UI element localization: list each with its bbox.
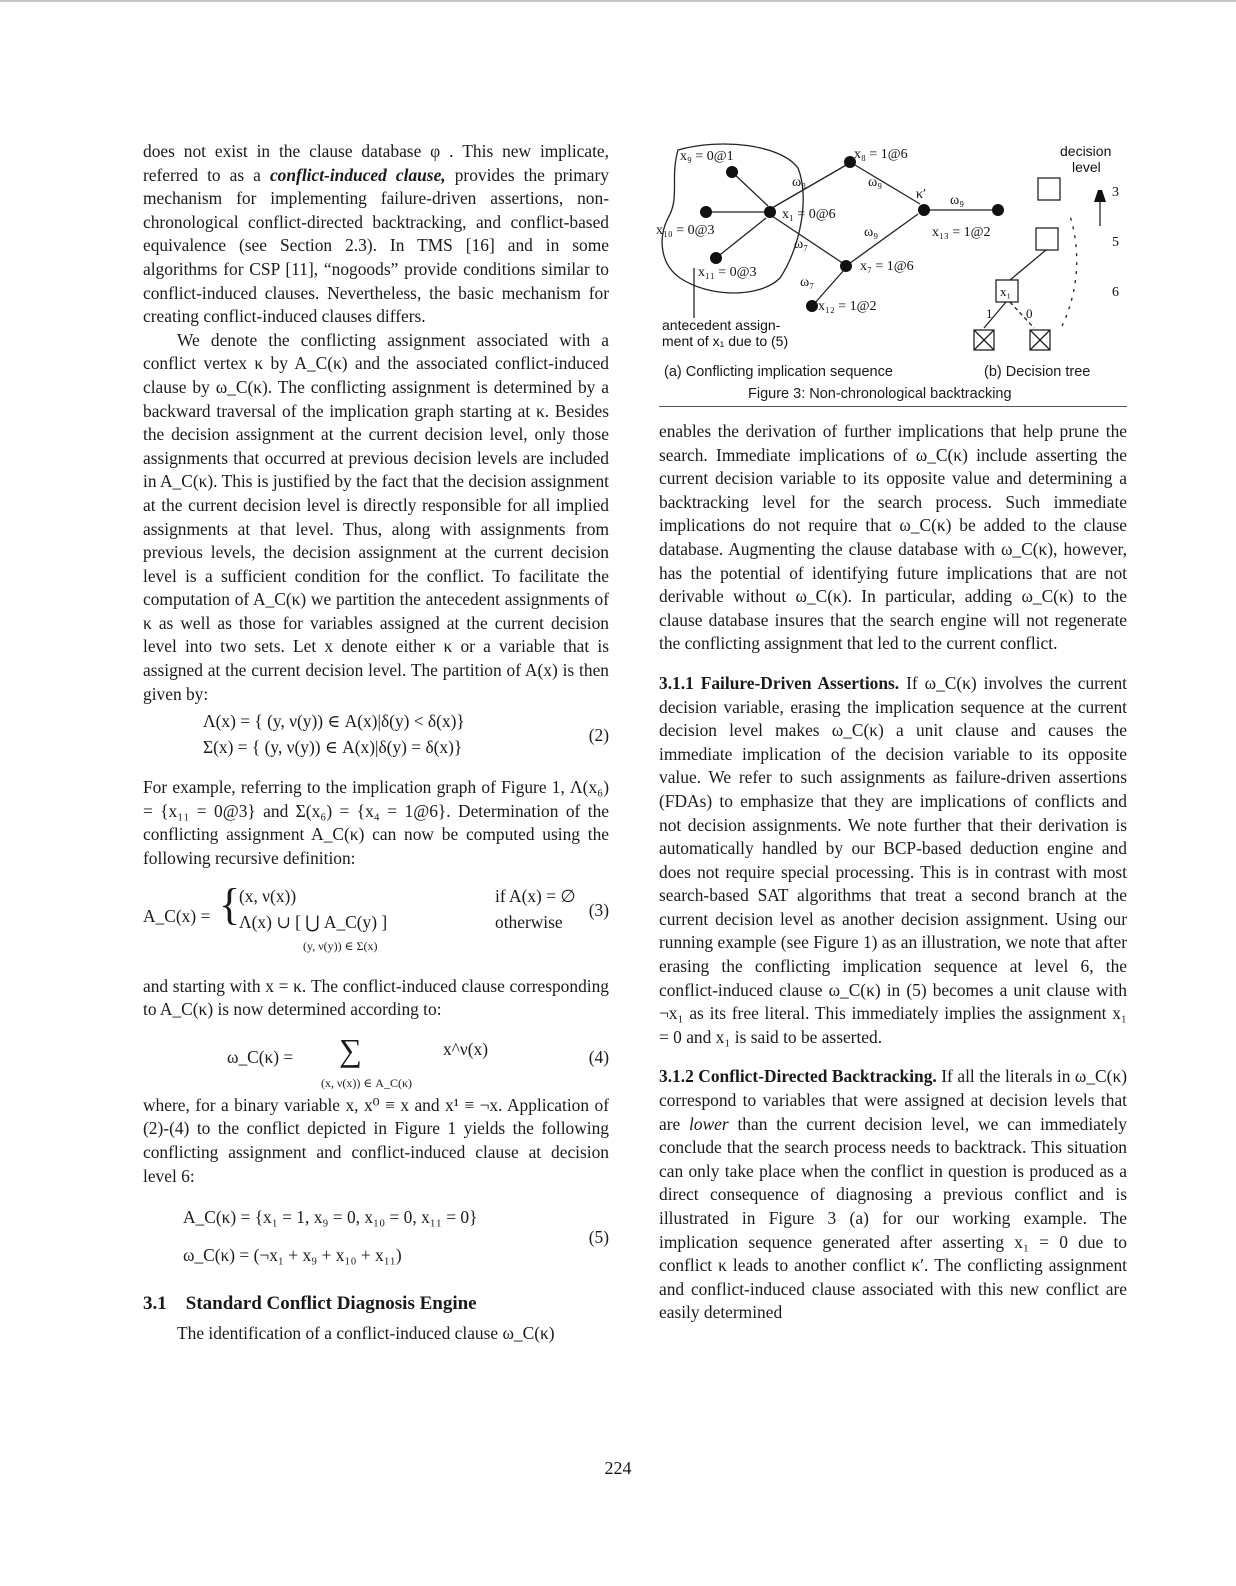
- equation-5-line-2: ω_C(κ) = (¬x₁ + x₉ + x₁₀ + x₁₁): [183, 1245, 402, 1266]
- right-column: [659, 420, 1127, 1325]
- label-x12: x₁₂ = 1@2: [818, 299, 877, 314]
- edge-label: ω₇: [794, 237, 809, 252]
- label-x8: x₈ = 1@6: [854, 147, 908, 162]
- equation-3-condition-2: otherwise: [495, 911, 563, 932]
- figure-3: [650, 138, 1130, 412]
- edge: [716, 218, 766, 258]
- tree-node-level-3: [1038, 178, 1060, 200]
- equation-2-line-2: Σ(x) = { (y, ν(y)) ∈ A(x)|δ(y) = δ(x)}: [203, 737, 463, 758]
- level-6: 6: [1112, 285, 1119, 300]
- equation-4: [143, 1030, 609, 1092]
- equation-3-lhs: A_C(x) =: [143, 905, 211, 926]
- paragraph-5: where, for a binary variable x, x⁰ ≡ x and x¹ ≡ ¬x. Application of (2)-(4) to the conflict depicted in Figure 1 yields the following conflicting assignment and conflict-induced clause at decision level 6:: [143, 1094, 609, 1186]
- vertex-x9: [726, 166, 738, 178]
- edge: [732, 172, 768, 206]
- paragraph-4: and starting with x = κ. The conflict-induced clause corresponding to A_C(κ) is now determined according to:: [143, 975, 609, 1020]
- equation-3-condition-1: if A(x) = ∅: [495, 885, 576, 906]
- text: than the current decision level, we can immediately conclude that the search process needs to backtrack. This situation can only take place when the conflict in question is produced as a direct consequence of diagnosing a previous conflict and is illustrated in Figure 3 (a) for our working example. The implication sequence generated after asserting x₁ = 0 due to conflict κ leads to another conflict κ′. The conflicting assignment and conflict-induced clause associated with this new conflict are easily determined: [659, 1113, 1127, 1323]
- label-x13: x₁₃ = 1@2: [932, 225, 991, 240]
- edge: [772, 164, 848, 208]
- text: If all the literals in ω_C(κ) correspond to variables that were assigned at decision levels that are: [659, 1066, 1128, 1134]
- antecedent-label-line-1: antecedent assign-: [662, 317, 781, 333]
- summation-sign: ∑: [339, 1031, 362, 1068]
- paragraph-r2: [659, 672, 1127, 1050]
- equation-4-sum-index: (x, ν(x)) ∈ A_C(κ): [321, 1075, 413, 1090]
- equation-4-lhs: ω_C(κ) =: [227, 1046, 294, 1067]
- subcaption-b: (b) Decision tree: [984, 364, 1091, 380]
- label-x7: x₇ = 1@6: [860, 259, 914, 274]
- subsection-heading: 3.1.2 Conflict-Directed Backtracking.: [659, 1066, 937, 1087]
- level-5: 5: [1112, 235, 1119, 250]
- emphasis-term: conflict-induced clause,: [269, 164, 446, 185]
- paragraph-6: The identification of a conflict-induced clause ω_C(κ): [177, 1322, 555, 1343]
- equation-3-case-1: (x, ν(x)): [239, 885, 297, 906]
- backtrack-arrow: [1062, 216, 1077, 326]
- edge-label: ω₉: [868, 175, 883, 190]
- text: provides the primary mechanism for implementing failure-driven assertions, non-chronological conflict-directed backtracking, and conflict-based equivalence (see Section 2.3). In TMS [16] and in some algorithms for CSP [11], “nogoods” provide conditions similar to conflict-induced clauses. Nevertheless, the basic mechanism for creating conflict-induced clauses differs.: [143, 164, 609, 327]
- section-number: 3.1: [143, 1293, 167, 1315]
- equation-3-case-2: Λ(x) ∪ [ ⋃ A_C(y) ]: [239, 911, 388, 932]
- edge-label: ω₉: [864, 225, 879, 240]
- vertex-x12: [806, 300, 818, 312]
- equation-5-line-1: A_C(κ) = {x₁ = 1, x₉ = 0, x₁₀ = 0, x₁₁ = 0}: [183, 1207, 478, 1228]
- edge-label: ω₉: [950, 193, 965, 208]
- equation-number: (3): [588, 899, 609, 920]
- tree-edge: [1010, 250, 1046, 280]
- left-brace: {: [219, 879, 241, 929]
- label-x10: x₁₀ = 0@3: [656, 223, 715, 238]
- text: If ω_C(κ) involves the current decision variable, erasing the implication sequence at the current decision level makes ω_C(κ) a unit clause and causes the immediate implication of the decision variable to its opposite value. We refer to such assignments as failure-driven assertions (FDAs) to emphasize that they are implications of conflicts and not decision assignments. We note further that their derivation is automatically handled by our BCP-based deduction engine and does not require special processing. This is in contrast with most search-based SAT algorithms that treat a second branch at the current decision level as another decision assignment. Using our running example (see Figure 1) as an illustration, we note that after erasing the conflicting implication sequence at level 6, the conflict-induced clause ω_C(κ) in (5) becomes a unit clause with ¬x₁ as its free literal. This immediately implies the assignment x₁ = 0 and x₁ is said to be asserted.: [659, 672, 1128, 1047]
- page-number: 224: [604, 1458, 632, 1478]
- label-x9: x₉ = 0@1: [680, 149, 734, 164]
- equation-2-line-1: Λ(x) = { (y, ν(y)) ∈ A(x)|δ(y) < δ(x)}: [203, 711, 465, 732]
- equation-3-union-index: (y, ν(y)) ∈ Σ(x): [303, 938, 378, 953]
- vertex-kappa-prime: [918, 204, 930, 216]
- branch-1-label: 1: [986, 306, 993, 321]
- figure-rule: [659, 406, 1127, 407]
- label-kappa-prime: κ′: [916, 187, 927, 202]
- equation-number: (4): [588, 1046, 609, 1067]
- vertex-x11: [710, 252, 722, 264]
- paragraph-1: [143, 140, 609, 329]
- top-border: [0, 0, 1236, 2]
- paragraph-3: For example, referring to the implication graph of Figure 1, Λ(x₆) = {x₁₁ = 0@3} and Σ(x₆) = {x₄ = 1@6}. Determination of the conflicting assignment A_C(κ) can now be computed using the following recursive definition:: [143, 777, 609, 869]
- equation-3: [143, 879, 609, 969]
- vertex-x7: [840, 260, 852, 272]
- vertex-x1: [764, 206, 776, 218]
- equation-4-term: x^ν(x): [443, 1038, 488, 1059]
- subsection-heading: 3.1.1 Failure-Driven Assertions.: [659, 672, 900, 693]
- paragraph-r3: [659, 1065, 1127, 1325]
- vertex-x13: [992, 204, 1004, 216]
- section-title: Standard Conflict Diagnosis Engine: [185, 1293, 477, 1315]
- antecedent-label-line-2: ment of x₁ due to (5): [662, 333, 789, 349]
- section-heading: [143, 1292, 609, 1316]
- paragraph-2: We denote the conflicting assignment associated with a conflict vertex κ by A_C(κ) and the associated conflict-induced clause by ω_C(κ). The conflicting assignment is determined by a backward traversal of the implication graph starting at κ. Besides the decision assignment at the current decision level, only those assignments that occurred at previous decision levels are included in A_C(κ). This is justified by the fact that the decision assignment at the current decision level is directly responsible for all implied assignments at that level. Thus, along with assignments from previous levels, the decision assignment at the current decision level is a sufficient condition for the conflict. To facilitate the computation of A_C(κ) we partition the antecedent assignments of κ as well as those for variables assigned at the current decision level into two sets. Let x denote either κ or a variable that is assigned at the current decision level. The partition of A(x) is then given by:: [143, 329, 609, 704]
- paragraph-r1: enables the derivation of further implications that help prune the search. Immediate implications of ω_C(κ) include asserting the current decision variable to its opposite value and determining a backtracking level for the search process. Such immediate implications do not require that ω_C(κ) be added to the clause database. Augmenting the clause database with ω_C(κ), however, has the potential of identifying future implications that are not derivable without ω_C(κ). In particular, adding ω_C(κ) to the clause database insures that the search engine will not regenerate the conflicting assignment that led to the current conflict.: [659, 421, 1127, 654]
- edge-label: ω₈: [792, 175, 807, 190]
- equation-number: (2): [588, 725, 609, 746]
- vertex-x10: [700, 206, 712, 218]
- subcaption-a: (a) Conflicting implication sequence: [664, 364, 893, 380]
- equation-number: (5): [588, 1227, 609, 1248]
- edge: [850, 162, 920, 204]
- decision-level-header: level: [1072, 159, 1101, 175]
- label-x11: x₁₁ = 0@3: [698, 265, 757, 280]
- equation-2: [143, 710, 609, 764]
- label-x1: x₁ = 0@6: [782, 207, 836, 222]
- decision-level-header: decision: [1060, 143, 1112, 159]
- figure-caption: Figure 3: Non-chronological backtracking: [748, 386, 1012, 402]
- emphasis: lower: [689, 1113, 729, 1134]
- arrowhead: [1094, 190, 1106, 202]
- tree-node-level-5: [1036, 228, 1058, 250]
- branch-0-label: 0: [1026, 306, 1033, 321]
- equation-5: [143, 1206, 609, 1278]
- text: does not exist in the clause database φ . This new implicate, referred to as a: [143, 141, 609, 185]
- level-3: 3: [1112, 185, 1119, 200]
- left-column: [143, 140, 609, 1345]
- edge-label: ω₇: [800, 275, 815, 290]
- tree-var-label: x₁: [1000, 284, 1012, 299]
